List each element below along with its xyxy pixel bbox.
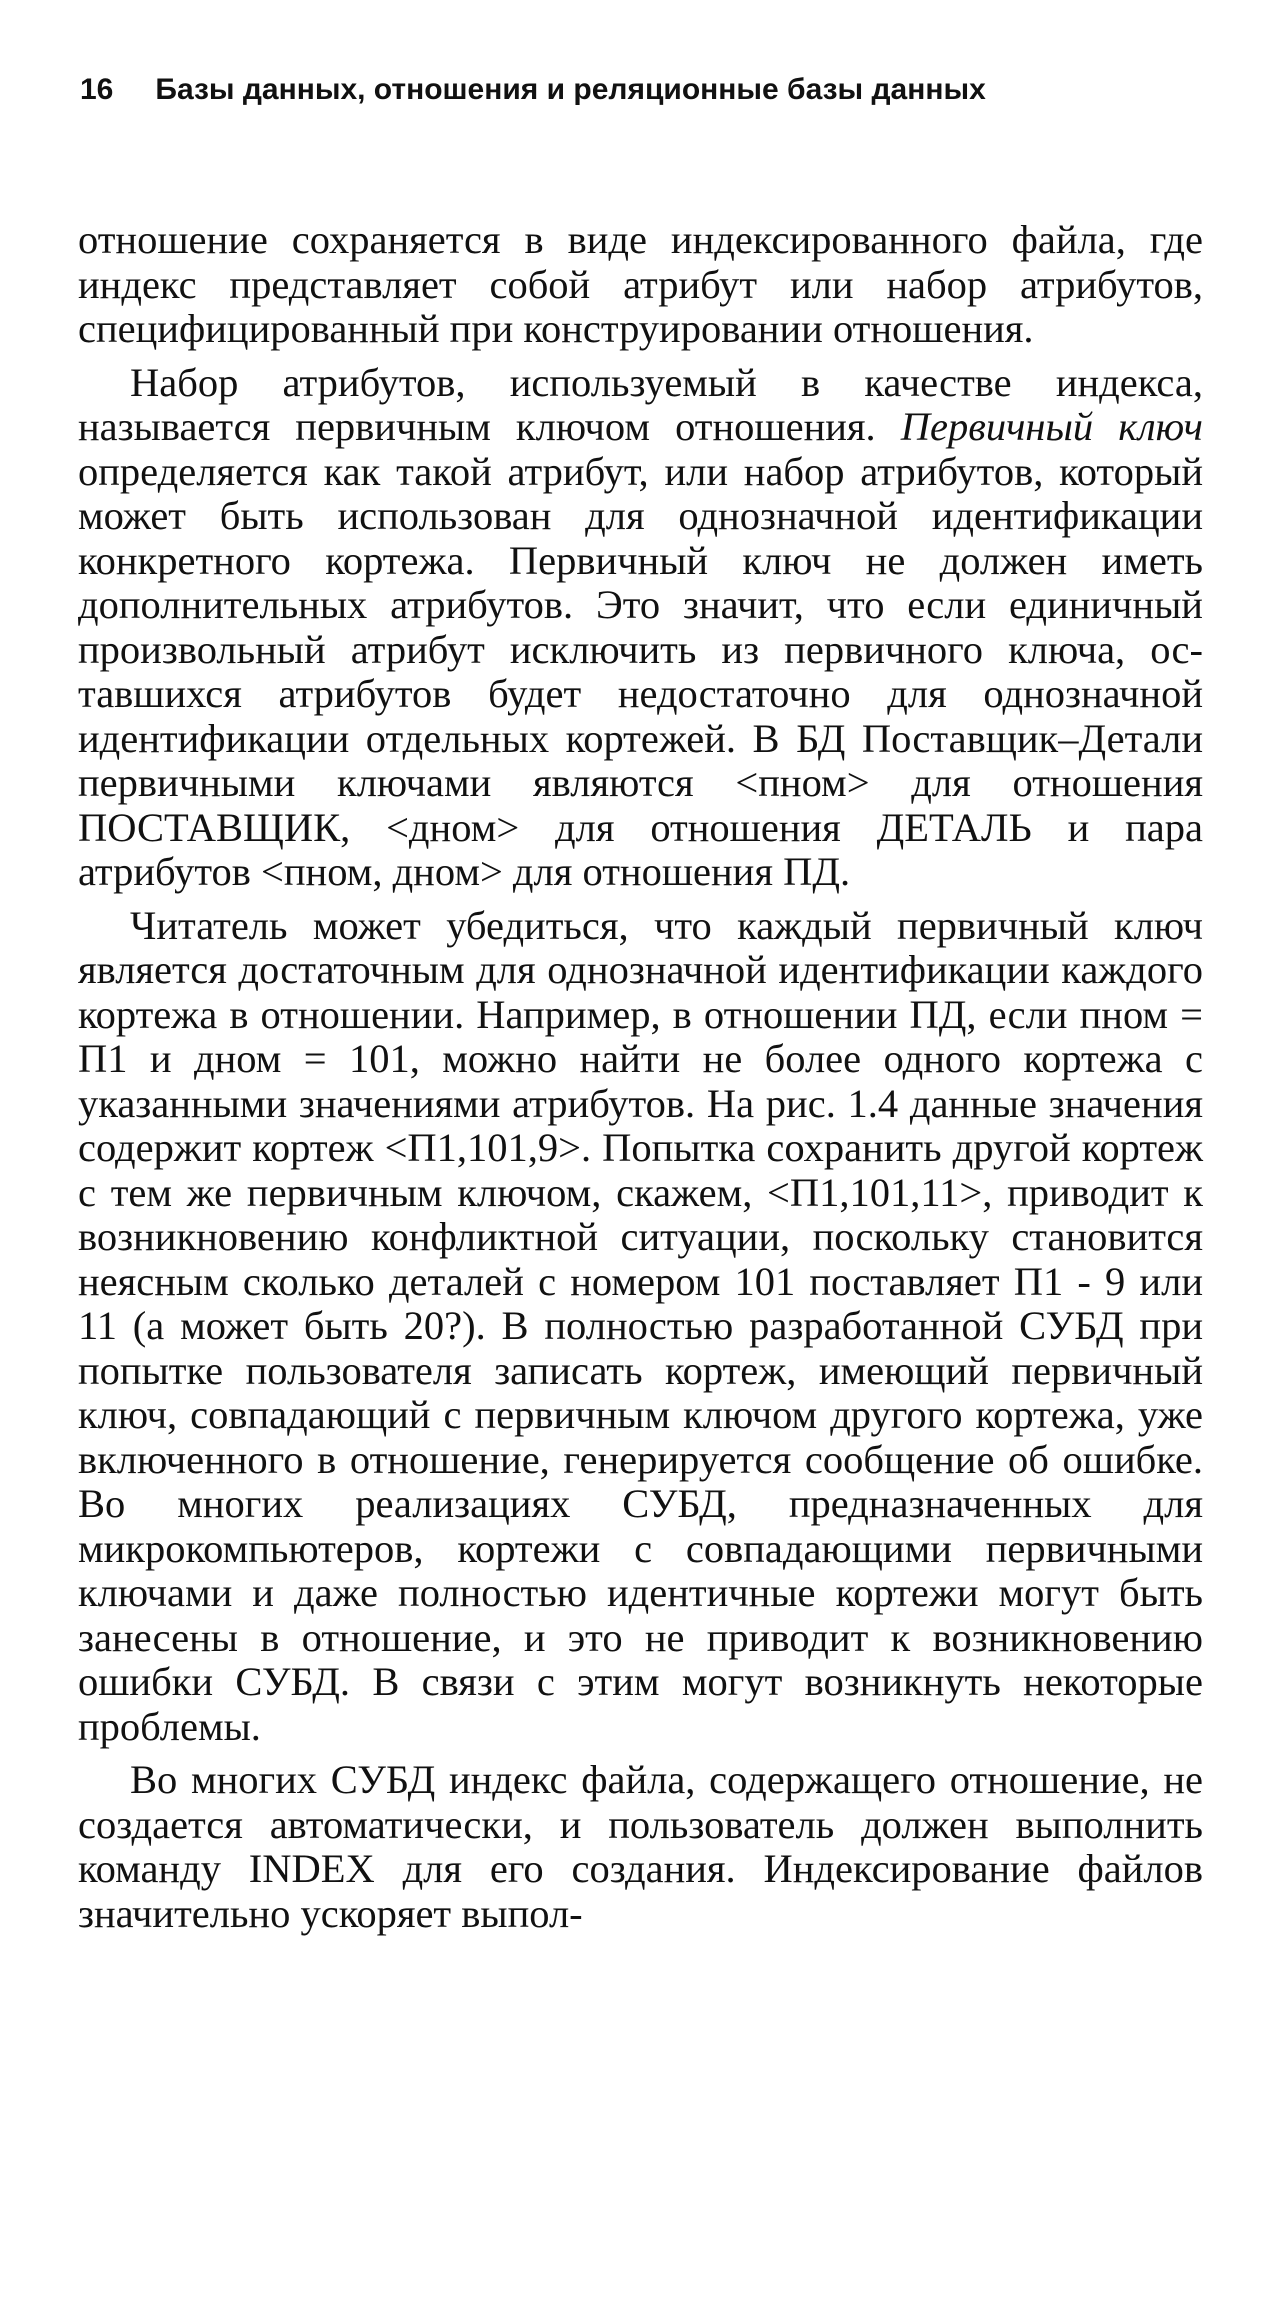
italic-term: Первичный ключ: [900, 404, 1203, 449]
paragraph-text-after-term: определяется как такой атрибут, или набор атрибутов, который может быть использован для однозначной идентификации конкретного кортежа. Первичный ключ не должен иметь дополнительных атрибутов. Это значит, что если единичный произвольный атрибут исключить из первичного ключа, оставшихся атрибутов будет недостаточно для однозначной идентификации отдельных кортежей. В БД Поставщик–Детали первичными ключами являются <пном> для отношения ПОСТАВЩИК, <дном> для отношения ДЕТАЛЬ и пара атрибутов <пном, дном> для отношения ПД.: [78, 448, 1203, 894]
running-title: Базы данных, отношения и реляционные базы данных: [155, 73, 986, 106]
paragraph-continuation: отношение сохраняется в виде индексированного файла, где индекс представляет собой атрибут или набор атрибутов, специфицированный при конструировании отношения.: [78, 217, 1203, 351]
body-text: [78, 218, 1203, 1945]
paragraph-primary-key-example: Читатель может убедиться, что каждый первичный ключ является достаточным для однозначной идентификации каждого кортежа в отношении. Например, в отношении ПД, если пном = П1 и дном = 101, можно найти не более одного кортежа с указанными значениями атрибутов. На рис. 1.4 данные значения содержит кортеж <П1,101,9>. Попытка сохранить другой кортеж с тем же первичным ключом, скажем, <П1,101,11>, приводит к возникновению конфликтной ситуации, поскольку становится неясным сколько деталей с номером 101 поставляет П1 - 9 или 11 (а может быть 20?). В полностью разработанной СУБД при попытке пользователя записать кортеж, имеющий первичный ключ, совпадающий с первичным ключом другого кортежа, уже включенного в отношение, генерируется сообщение об ошибке. Во многих реализациях СУБД, предназначенных для микрокомпьютеров, кортежи с совпадающими первичными ключами и даже полностью идентичные кортежи могут быть занесены в отношение, и это не приводит к возникновению ошибки СУБД. В связи с этим могут возникнуть некоторые проблемы.: [78, 902, 1203, 1749]
page-number: 16: [80, 73, 114, 106]
paragraph-primary-key-definition: [78, 361, 1203, 895]
paragraph-text-before-term: Набор атрибутов, используемый в качестве индекса, называется первичным ключом отношения.: [78, 359, 1203, 449]
running-header: [80, 70, 1230, 110]
paragraph-index-command: Во многих СУБД индекс файла, содержащего отношение, не создается автоматически, и пользователь должен выполнить команду INDEX для его создания. Индексирование файлов значительно ускоряет выпол-: [78, 1757, 1203, 1936]
